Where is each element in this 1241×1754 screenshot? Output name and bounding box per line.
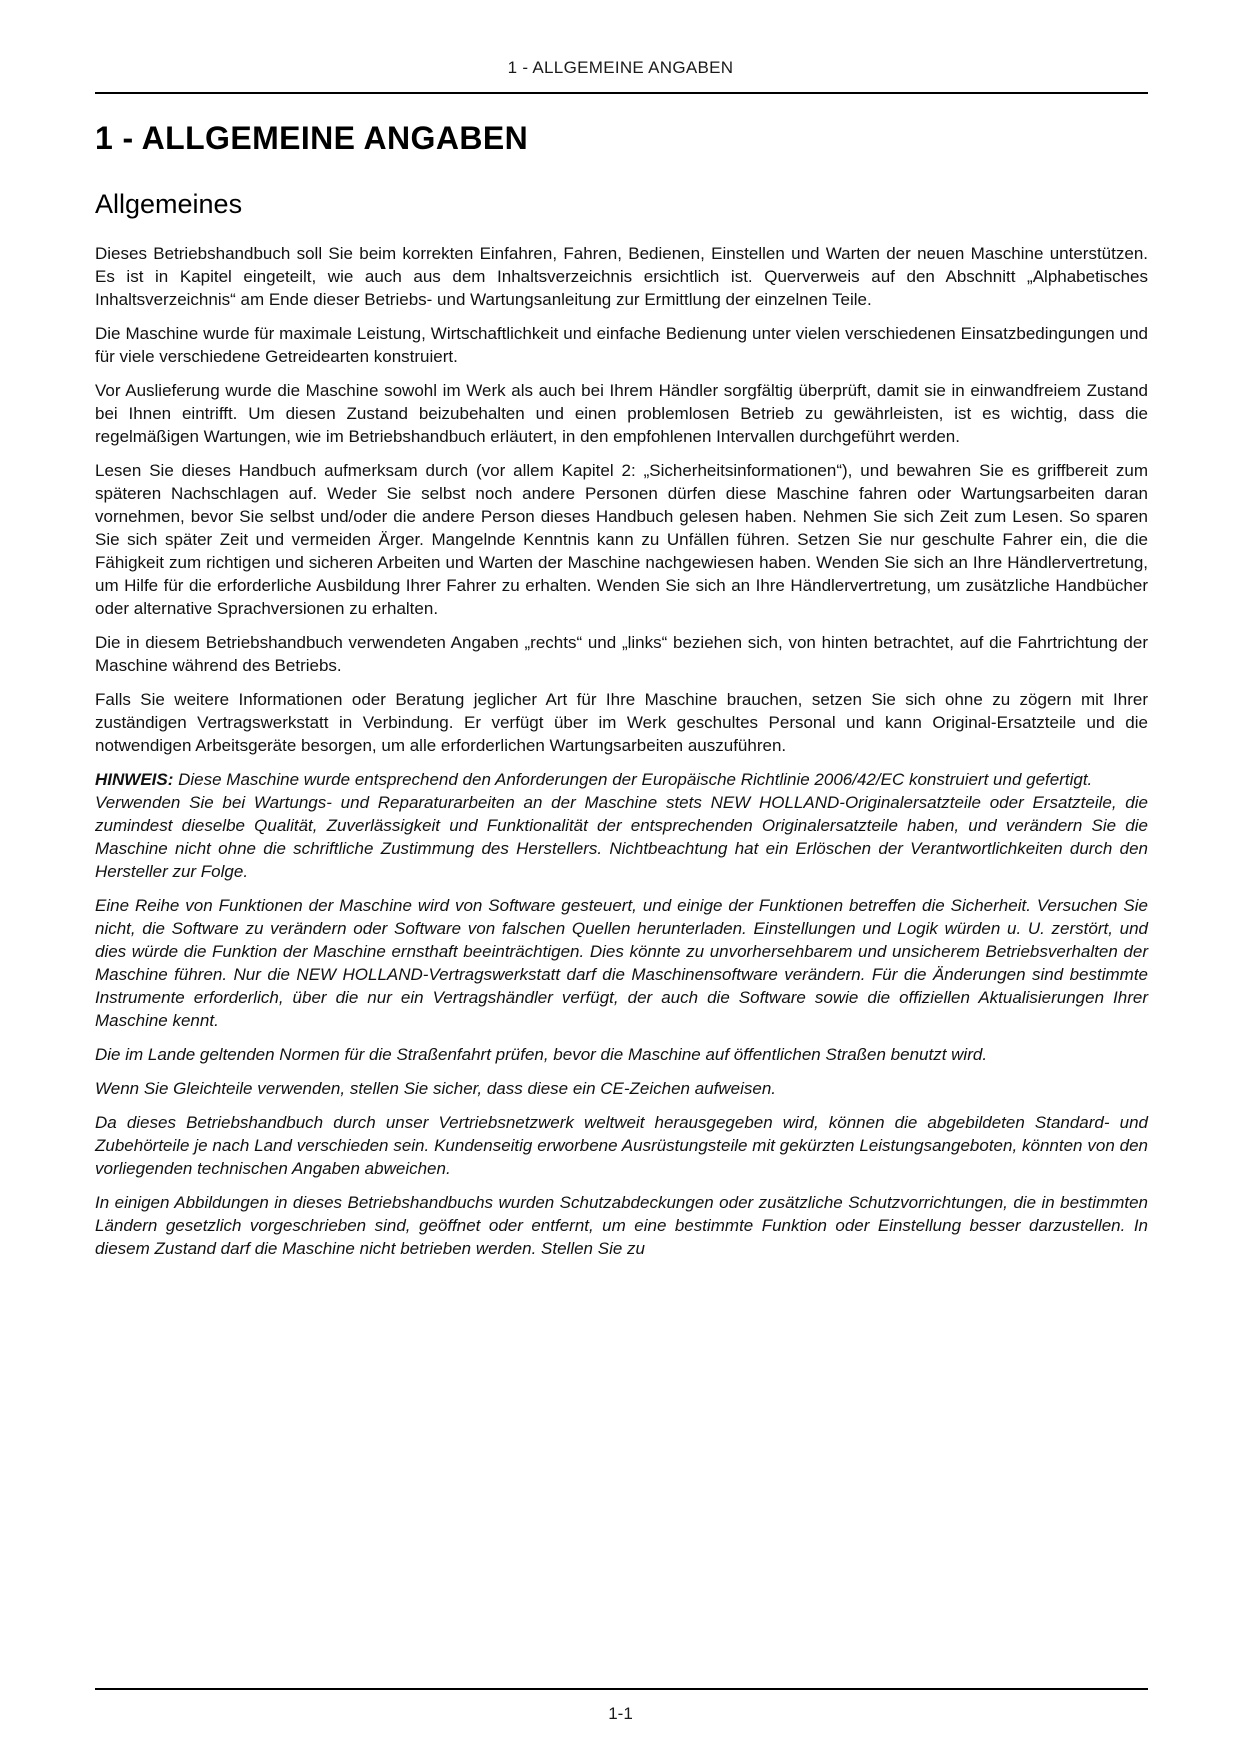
paragraph: Da dieses Betriebshandbuch durch unser Vertriebsnetzwerk weltweit herausgegeben wird, können die abgebildeten Standard- und Zubehörteile je nach Land verschieden sein. Kundenseitig erworbene Ausrüstungsteile mit gekürzten Leistungsangeboten, könnten von den vorliegenden technischen Angaben abweichen.: [95, 1113, 1148, 1178]
paragraph: In einigen Abbildungen in dieses Betriebshandbuchs wurden Schutzabdeckungen oder zusätzliche Schutzvorrichtungen, die in bestimmten Ländern gesetzlich vorgeschrieben sind, geöffnet oder entfernt, um eine bestimmte Funktion oder Einstellung besser darzustellen. In diesem Zustand darf die Maschine nicht betrieben werden. Stellen Sie zu: [95, 1193, 1148, 1258]
paragraph: Vor Auslieferung wurde die Maschine sowohl im Werk als auch bei Ihrem Händler sorgfältig überprüft, damit sie in einwandfreiem Zustand bei Ihnen eintrifft. Um diesen Zustand beizubehalten und einen problemlosen Betrieb zu gewährleisten, ist es wichtig, dass die regelmäßigen Wartungen, wie im Betriebshandbuch erläutert, in den empfohlenen Intervallen durchgeführt werden.: [95, 381, 1148, 446]
note-label: HINWEIS:: [95, 770, 174, 789]
running-header: 1 - ALLGEMEINE ANGABEN: [507, 58, 734, 77]
chapter-title: 1 - ALLGEMEINE ANGABEN: [95, 120, 529, 156]
note-text-continued: Verwenden Sie bei Wartungs- und Reparaturarbeiten an der Maschine stets NEW HOLLAND-Originalersatzteile oder Ersatzteile, die zumindest dieselbe Qualität, Zuverlässigkeit und Funktionalität der entsprechenden Originalersatzteile haben, und verändern Sie die Maschine nicht ohne die schriftliche Zustimmung des Herstellers. Nichtbeachtung hat ein Erlöschen der Verantwortlichkeiten durch den Hersteller zur Folge.: [95, 793, 1148, 881]
paragraph: Wenn Sie Gleichteile verwenden, stellen Sie sicher, dass diese ein CE-Zeichen aufweisen.: [95, 1079, 776, 1098]
paragraph: Eine Reihe von Funktionen der Maschine wird von Software gesteuert, und einige der Funktionen betreffen die Sicherheit. Versuchen Sie nicht, die Software zu verändern oder Software von falschen Quellen herunterladen. Einstellungen und Logik würden u. U. zerstört, und dies würde die Funktion der Maschine ernsthaft beeinträchtigen. Dies könnte zu unvorhersehbarem und unsicherem Betriebsverhalten der Maschine führen. Nur die NEW HOLLAND-Vertragswerkstatt darf die Maschinensoftware verändern. Für die Änderungen sind bestimmte Instrumente erforderlich, über die nur ein Vertragshändler verfügt, der auch die Software sowie die offiziellen Aktualisierungen Ihrer Maschine kennt.: [95, 896, 1148, 1030]
paragraph: Lesen Sie dieses Handbuch aufmerksam durch (vor allem Kapitel 2: „Sicherheitsinformationen“), und bewahren Sie es griffbereit zum späteren Nachschlagen auf. Weder Sie selbst noch andere Personen dürfen diese Maschine fahren oder Wartungsarbeiten daran vornehmen, bevor Sie selbst und/oder die andere Person dieses Handbuch gelesen haben. Nehmen Sie sich Zeit zum Lesen. So sparen Sie sich später Zeit und vermeiden Ärger. Mangelnde Kenntnis kann zu Unfällen führen. Setzen Sie nur geschulte Fahrer ein, die die Fähigkeit zum richtigen und sicheren Arbeiten und Warten der Maschine nachgewiesen haben. Wenden Sie sich an Ihre Händlervertretung, um Hilfe für die erforderliche Ausbildung Ihrer Fahrer zu erhalten. Wenden Sie sich an Ihre Händlervertretung, um zusätzliche Handbücher oder alternative Sprachversionen zu erhalten.: [95, 461, 1148, 618]
footer-divider: [95, 1688, 1148, 1690]
section-title: Allgemeines: [95, 189, 243, 219]
note-text: Diese Maschine wurde entsprechend den Anforderungen der Europäische Richtlinie 2006/42/EC konstruiert und gefertigt.: [178, 770, 1093, 789]
header-divider: [95, 92, 1148, 94]
paragraph: Die im Lande geltenden Normen für die Straßenfahrt prüfen, bevor die Maschine auf öffentlichen Straßen benutzt wird.: [95, 1045, 988, 1064]
paragraph-note: [95, 768, 1148, 883]
paragraph: Falls Sie weitere Informationen oder Beratung jeglicher Art für Ihre Maschine brauchen, setzen Sie sich ohne zu zögern mit Ihrer zuständigen Vertragswerkstatt in Verbindung. Er verfügt über im Werk geschultes Personal und kann Original-Ersatzteile und die notwendigen Arbeitsgeräte besorgen, um alle erforderlichen Wartungsarbeiten auszuführen.: [95, 690, 1148, 755]
paragraph: Die in diesem Betriebshandbuch verwendeten Angaben „rechts“ und „links“ beziehen sich, von hinten betrachtet, auf die Fahrtrichtung der Maschine während des Betriebs.: [95, 633, 1148, 675]
paragraph: Dieses Betriebshandbuch soll Sie beim korrekten Einfahren, Fahren, Bedienen, Einstellen und Warten der neuen Maschine unterstützen. Es ist in Kapitel eingeteilt, wie auch aus dem Inhaltsverzeichnis ersichtlich ist. Querverweis auf den Abschnitt „Alphabetisches Inhaltsverzeichnis“ am Ende dieser Betriebs- und Wartungsanleitung zur Ermittlung der einzelnen Teile.: [95, 244, 1148, 309]
paragraph: Die Maschine wurde für maximale Leistung, Wirtschaftlichkeit und einfache Bedienung unter vielen verschiedenen Einsatzbedingungen und für viele verschiedene Getreidearten konstruiert.: [95, 324, 1148, 366]
page-content: [95, 120, 1148, 1260]
body-text: [95, 242, 1148, 1260]
page-number: 1-1: [608, 1704, 633, 1723]
